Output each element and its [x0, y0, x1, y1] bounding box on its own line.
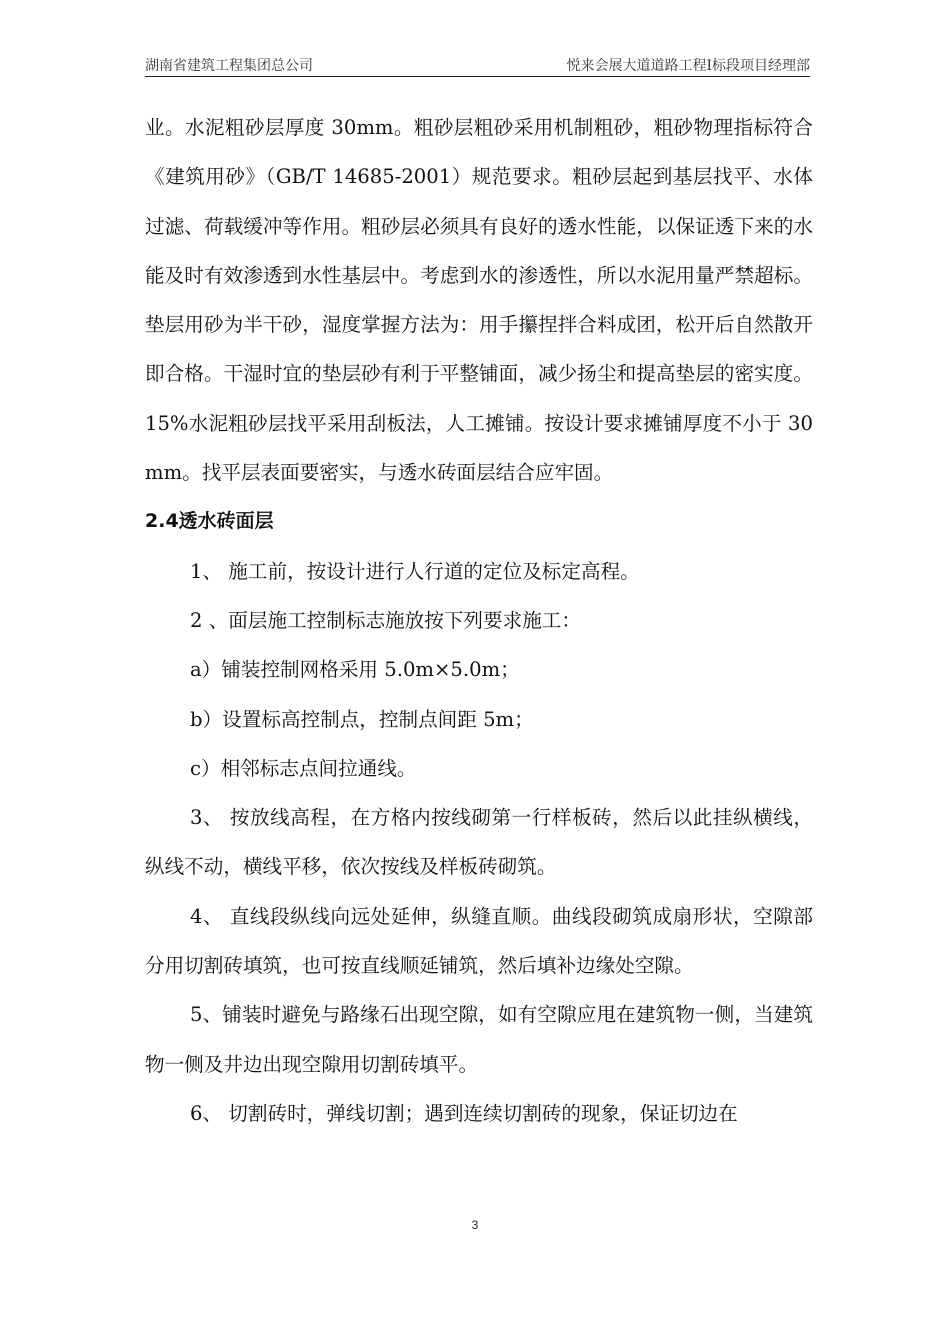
- page-header: [145, 50, 810, 77]
- list-item: c）相邻标志点间拉通线。: [190, 756, 417, 780]
- list-item: 5、铺装时避免与路缘石出现空隙，如有空隙应甩在建筑物一侧，当建筑物一侧及井边出现空隙用切割砖填平。: [145, 1003, 813, 1076]
- list-item: 2 、面层施工控制标志施放按下列要求施工：: [190, 608, 581, 632]
- section-heading: 2.4透水砖面层: [145, 510, 274, 533]
- list-item: 4、 直线段纵线向远处延伸，纵缝直顺。曲线段砌筑成扇形状，空隙部分用切割砖填筑，也可按直线顺延铺筑，然后填补边缘处空隙。: [145, 904, 813, 978]
- list-item: b）设置标高控制点，控制点间距 5m；: [190, 707, 534, 731]
- list-item: 6、 切割砖时，弹线切割；遇到连续切割砖的现象，保证切边在: [190, 1101, 738, 1125]
- header-project: 悦来会展大道道路工程Ⅰ标段项目经理部: [566, 58, 810, 74]
- document-body: [145, 103, 813, 1138]
- list-item: a）铺装控制网格采用 5.0m×5.0m；: [190, 658, 520, 682]
- page-number: 3: [471, 1218, 479, 1232]
- header-company: 湖南省建筑工程集团总公司: [145, 58, 313, 74]
- list-item: 3、 按放线高程，在方格内按线砌第一行样板砖，然后以此挂纵横线，纵线不动，横线平移，依次按线及样板砖砌筑。: [145, 806, 813, 879]
- intro-paragraph: 业。水泥粗砂层厚度 30mm。粗砂层粗砂采用机制粗砂，粗砂物理指标符合《建筑用砂》（GB/T 14685-2001）规范要求。粗砂层起到基层找平、水体过滤、荷载缓冲等作用。粗砂层必须具有良好的透水性能，以保证透下来的水能及时有效渗透到水性基层中。考虑到水的渗透性，所以水泥用量严禁超标。垫层用砂为半干砂，湿度掌握方法为：用手攥捏拌合料成团，松开后自然散开即合格。干湿时宜的垫层砂有利于平整铺面，减少扬尘和提高垫层的密实度。15%水泥粗砂层找平采用刮板法，人工摊铺。按设计要求摊铺厚度不小于 30mm。找平层表面要密实，与透水砖面层结合应牢固。: [145, 116, 813, 485]
- list-item: 1、 施工前，按设计进行人行道的定位及标定高程。: [190, 559, 640, 583]
